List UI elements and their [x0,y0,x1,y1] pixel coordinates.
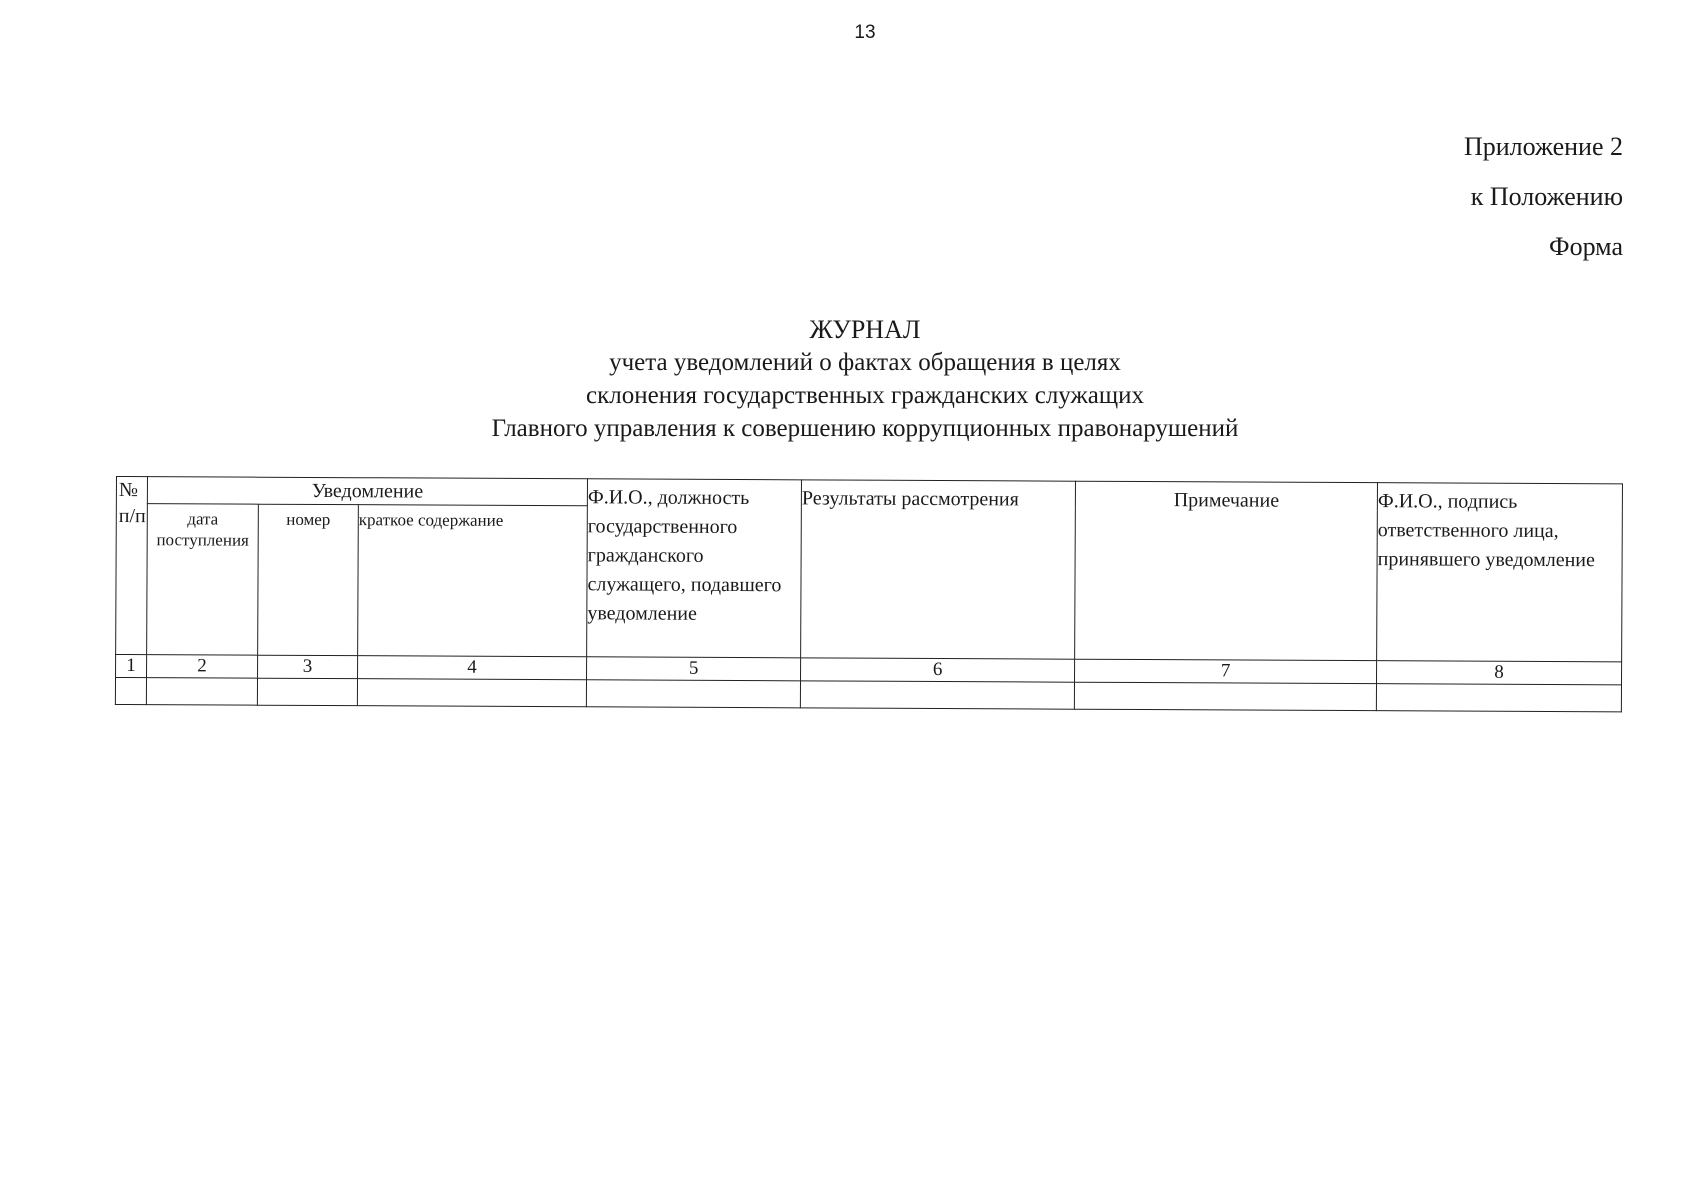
column-number: 8 [1377,661,1622,685]
column-number: 1 [116,655,147,678]
header-notification-group: Уведомление [147,477,587,506]
appendix-line-1: Приложение 2 [1463,132,1623,161]
header-date: дата поступления [147,504,259,656]
column-number: 3 [258,655,358,678]
journal-table [115,476,1623,712]
column-number: 4 [358,656,587,680]
header-summary: краткое содержание [358,505,588,657]
page-number: 13 [854,22,876,43]
column-number: 5 [587,657,801,681]
header-employee: Ф.И.О., должность государственного гражданского служащего, подавшего уведомление [587,479,802,658]
title-line-2: склонения государственных гражданских служащих [586,382,1144,409]
empty-cell [1074,682,1376,710]
header-results: Результаты рассмотрения [801,480,1076,659]
column-number: 6 [801,658,1075,682]
empty-cell [586,680,800,708]
header-num: № п/п [116,477,148,655]
header-number: номер [258,504,359,655]
column-number: 7 [1075,659,1377,683]
empty-cell [800,681,1074,709]
appendix-block [1464,122,1623,272]
empty-cell [1376,684,1621,712]
empty-cell [357,679,586,707]
column-number: 2 [147,655,258,679]
empty-cell [115,678,146,705]
title-line-1: учета уведомлений о фактах обращения в целях [609,349,1121,376]
title-line-3: Главного управления к совершению коррупционных правонарушений [491,415,1239,442]
empty-cell [257,678,357,705]
title-block [0,313,1695,445]
empty-cell [146,678,257,706]
appendix-line-3: Форма [1549,232,1623,261]
journal-heading: ЖУРНАЛ [809,315,921,344]
header-responsible: Ф.И.О., подпись ответственного лица, принявшего уведомление [1377,483,1623,662]
header-note: Примечание [1075,481,1378,660]
appendix-line-2: к Положению [1470,182,1623,211]
